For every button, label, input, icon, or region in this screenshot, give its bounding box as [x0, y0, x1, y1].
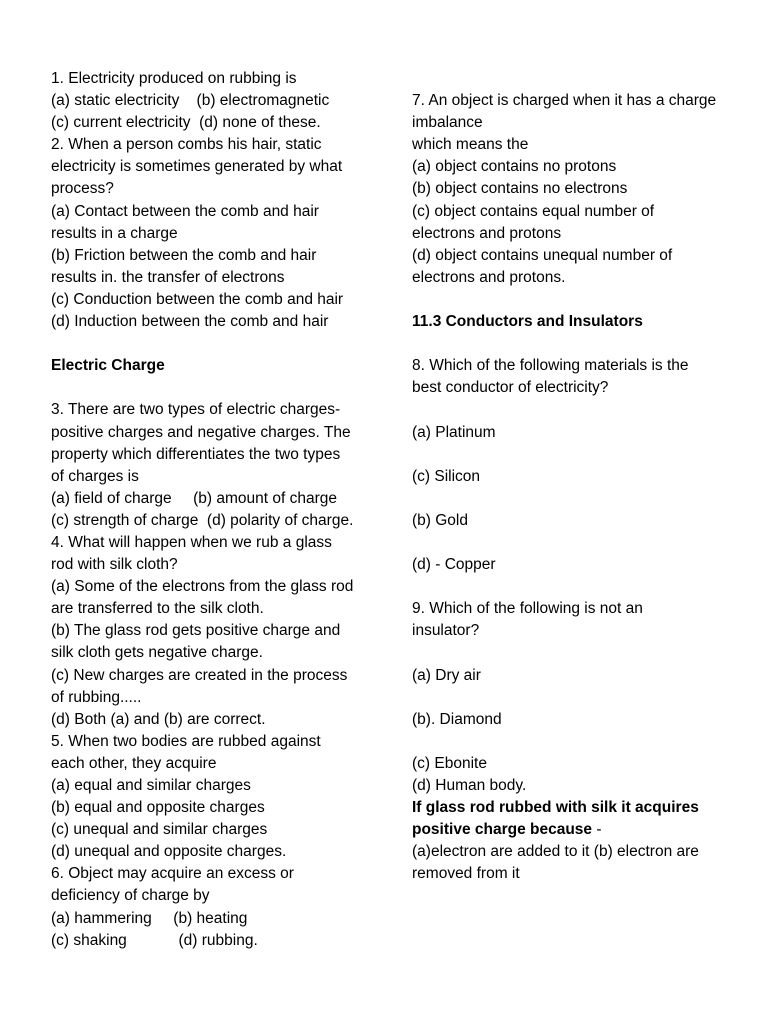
line-text: (a) field of charge (b) amount of charge	[51, 489, 338, 507]
line-text: (d) object contains unequal number of	[412, 246, 673, 264]
line-text: positive charge because	[412, 821, 593, 839]
line-text: positive charges and negative charges. The	[51, 423, 351, 441]
text-line	[412, 377, 742, 399]
left-column	[51, 68, 381, 952]
text-line	[51, 134, 381, 156]
line-text: results in a charge	[51, 224, 178, 242]
text-line	[412, 841, 742, 863]
text-line	[412, 156, 742, 178]
line-text: 6. Object may acquire an excess or	[51, 865, 294, 883]
text-line	[51, 245, 381, 267]
text-line	[51, 908, 381, 930]
line-text: (a) Dry air	[412, 666, 481, 684]
line-text: (d) Both (a) and (b) are correct.	[51, 710, 266, 728]
text-line	[51, 598, 381, 620]
line-text: (a) Some of the electrons from the glass rod	[51, 578, 354, 596]
blank-line	[412, 731, 742, 753]
text-line	[412, 863, 742, 885]
text-line	[51, 68, 381, 90]
line-text: process?	[51, 180, 114, 198]
section-heading	[412, 819, 742, 841]
line-text: (a) object contains no protons	[412, 158, 617, 176]
text-line	[412, 466, 742, 488]
line-text: imbalance	[412, 114, 483, 132]
text-line	[51, 466, 381, 488]
text-line	[51, 863, 381, 885]
blank-line	[412, 642, 742, 664]
line-text: (c) Conduction between the comb and hair	[51, 290, 344, 308]
text-line	[51, 576, 381, 598]
text-line	[51, 223, 381, 245]
text-line	[51, 642, 381, 664]
line-text: (c) shaking (d) rubbing.	[51, 931, 258, 949]
text-line	[51, 422, 381, 444]
text-line	[51, 488, 381, 510]
text-line	[51, 532, 381, 554]
text-line	[412, 620, 742, 642]
line-text: (a)electron are added to it (b) electron are	[412, 843, 699, 861]
text-line	[412, 355, 742, 377]
blank-line	[412, 333, 742, 355]
line-text: (c) Silicon	[412, 467, 481, 485]
text-line	[51, 620, 381, 642]
blank-line	[412, 444, 742, 466]
line-text: (d) unequal and opposite charges.	[51, 843, 287, 861]
text-line	[412, 223, 742, 245]
blank-line	[412, 399, 742, 421]
line-text: 1. Electricity produced on rubbing is	[51, 70, 297, 87]
text-line	[51, 841, 381, 863]
section-heading	[51, 355, 381, 377]
line-text: (b) object contains no electrons	[412, 180, 628, 198]
line-text: which means the	[412, 136, 529, 154]
text-line	[412, 554, 742, 576]
section-heading	[412, 311, 742, 333]
line-text: If glass rod rubbed with silk it acquires	[412, 799, 699, 817]
section-heading	[412, 797, 742, 819]
blank-line	[51, 377, 381, 399]
line-text: 7. An object is charged when it has a charge	[412, 92, 717, 110]
line-text: property which differentiates the two types	[51, 445, 341, 463]
line-text: electrons and protons.	[412, 268, 566, 286]
line-text: (b) Friction between the comb and hair	[51, 246, 317, 264]
text-line	[51, 709, 381, 731]
line-text: electricity is sometimes generated by what	[51, 158, 343, 176]
text-line	[412, 267, 742, 289]
text-line	[412, 90, 742, 112]
line-text: Electric Charge	[51, 357, 165, 375]
text-line	[412, 510, 742, 532]
text-line	[51, 797, 381, 819]
text-line	[412, 134, 742, 156]
text-line	[51, 444, 381, 466]
text-line	[51, 819, 381, 841]
text-line	[412, 709, 742, 731]
line-text: rod with silk cloth?	[51, 556, 178, 574]
line-text: (c) strength of charge (d) polarity of charge.	[51, 511, 354, 529]
text-line	[412, 665, 742, 687]
line-text: 3. There are two types of electric charges-	[51, 401, 341, 419]
line-text: (a) hammering (b) heating	[51, 909, 248, 927]
right-column	[412, 68, 742, 885]
line-text: (a) static electricity (b) electromagnetic	[51, 92, 330, 110]
line-text: silk cloth gets negative charge.	[51, 644, 263, 662]
text-line	[51, 554, 381, 576]
line-text: 5. When two bodies are rubbed against	[51, 732, 321, 750]
line-text: (a) equal and similar charges	[51, 777, 251, 794]
blank-line	[412, 532, 742, 554]
line-text: (c) Ebonite	[412, 754, 487, 772]
line-text: (b). Diamond	[412, 710, 502, 728]
text-line	[412, 201, 742, 223]
text-line	[51, 665, 381, 687]
line-text: 9. Which of the following is not an	[412, 600, 643, 618]
text-line	[412, 753, 742, 775]
text-line	[51, 267, 381, 289]
line-text: each other, they acquire	[51, 754, 217, 772]
text-line	[51, 930, 381, 952]
line-text: 11.3 Conductors and Insulators	[412, 313, 643, 331]
line-text: deficiency of charge by	[51, 887, 210, 905]
line-text: results in. the transfer of electrons	[51, 268, 285, 286]
line-text: electrons and protons	[412, 224, 562, 242]
line-text: are transferred to the silk cloth.	[51, 600, 264, 618]
text-line	[51, 311, 381, 333]
line-text: insulator?	[412, 622, 480, 640]
text-line	[412, 245, 742, 267]
blank-line	[412, 576, 742, 598]
line-text: (d) Human body.	[412, 777, 527, 794]
line-text: (b) The glass rod gets positive charge and	[51, 622, 341, 640]
blank-line	[412, 289, 742, 311]
line-text: of charges is	[51, 467, 139, 485]
line-text: (b) Gold	[412, 511, 468, 529]
line-text: (a) Platinum	[412, 423, 496, 441]
line-text: best conductor of electricity?	[412, 379, 609, 397]
text-line	[412, 112, 742, 134]
text-line	[412, 598, 742, 620]
line-text: (c) object contains equal number of	[412, 202, 655, 220]
text-line	[51, 90, 381, 112]
blank-line	[412, 68, 742, 90]
line-text: (d) - Copper	[412, 556, 496, 574]
text-line	[51, 753, 381, 775]
line-text: (b) equal and opposite charges	[51, 799, 265, 817]
blank-line	[412, 488, 742, 510]
line-text: removed from it	[412, 865, 520, 883]
text-line	[412, 422, 742, 444]
text-line	[51, 885, 381, 907]
line-suffix: -	[592, 821, 602, 839]
line-text: (c) New charges are created in the process	[51, 666, 348, 684]
text-line	[51, 731, 381, 753]
text-line	[51, 289, 381, 311]
line-text: (a) Contact between the comb and hair	[51, 202, 319, 220]
line-text: (c) current electricity (d) none of these.	[51, 114, 321, 132]
text-line	[51, 178, 381, 200]
text-line	[51, 201, 381, 223]
line-text: (d) Induction between the comb and hair	[51, 313, 329, 331]
blank-line	[51, 333, 381, 355]
text-line	[412, 178, 742, 200]
line-text: of rubbing.....	[51, 688, 142, 706]
text-line	[412, 775, 742, 797]
text-line	[51, 510, 381, 532]
line-text: (c) unequal and similar charges	[51, 821, 268, 839]
text-line	[51, 112, 381, 134]
text-line	[51, 156, 381, 178]
text-line	[51, 775, 381, 797]
text-line	[51, 399, 381, 421]
text-line	[51, 687, 381, 709]
line-text: 2. When a person combs his hair, static	[51, 136, 322, 154]
line-text: 4. What will happen when we rub a glass	[51, 533, 332, 551]
blank-line	[412, 687, 742, 709]
line-text: 8. Which of the following materials is the	[412, 357, 689, 375]
